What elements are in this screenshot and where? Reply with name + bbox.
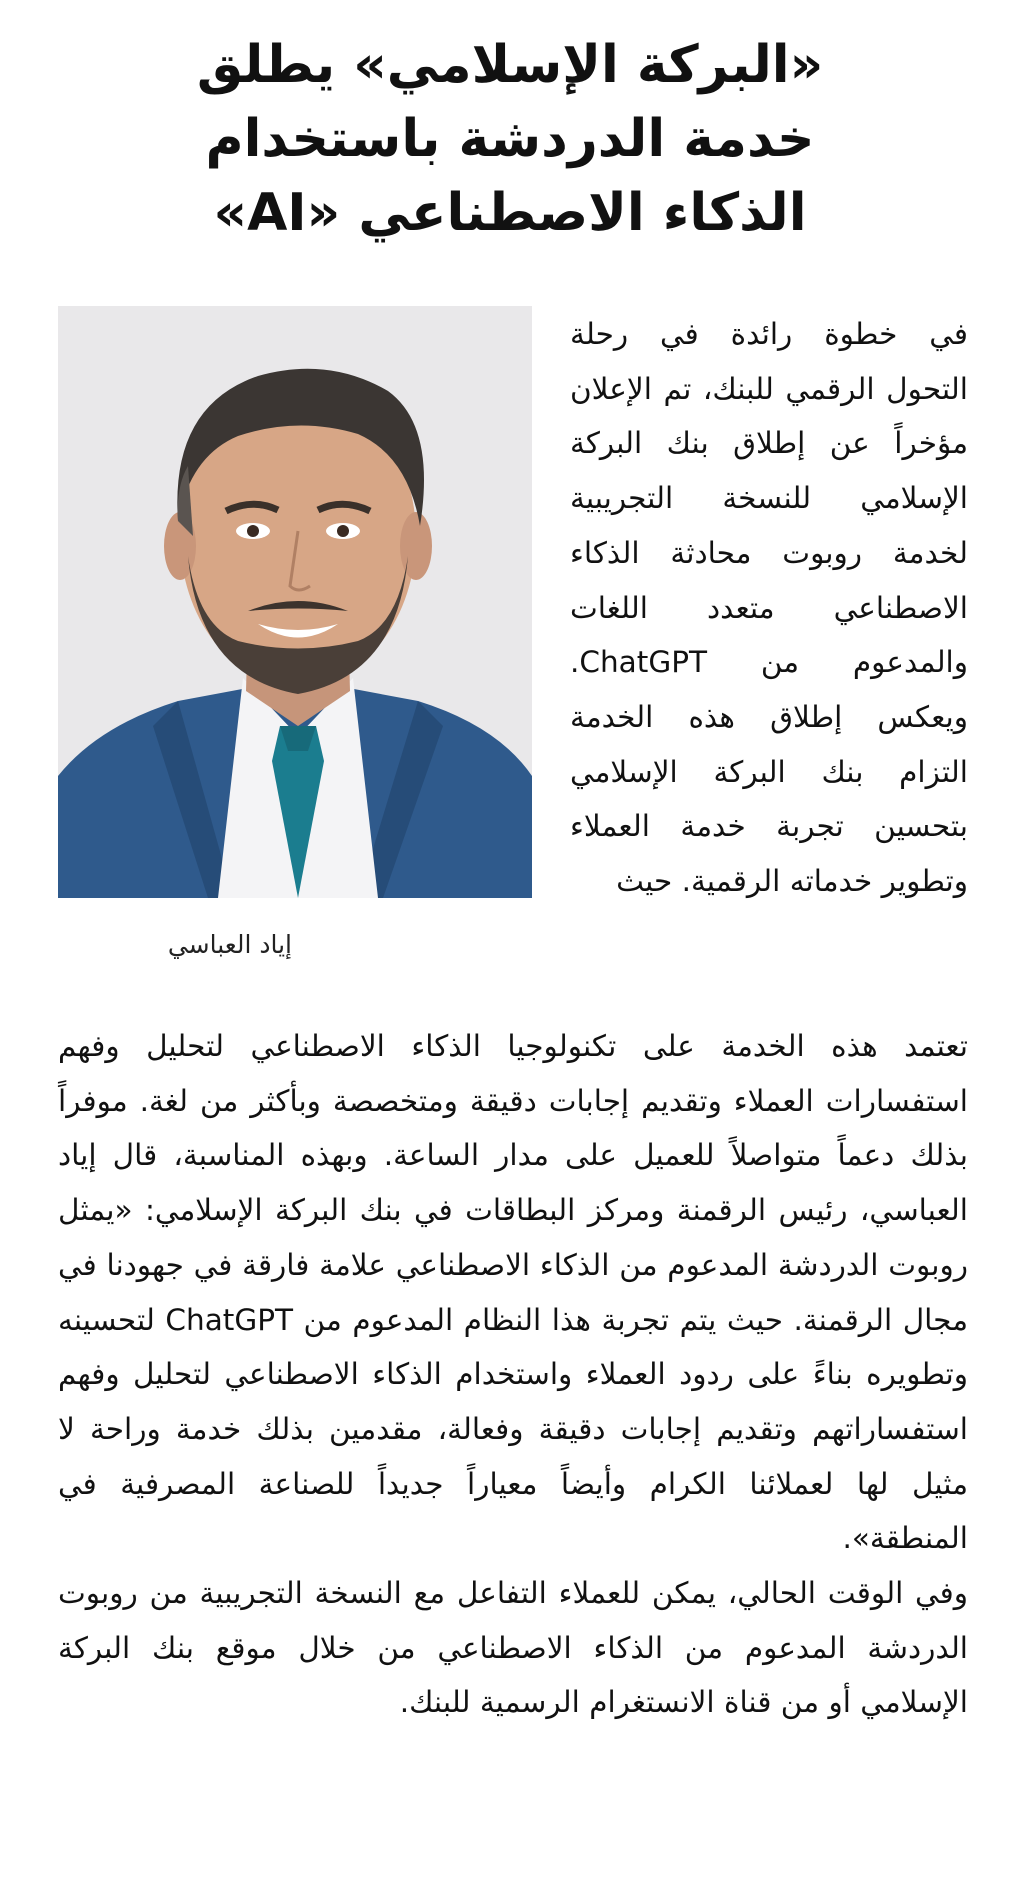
body-paragraph-column: في خطوة رائدة في رحلة التحول الرقمي للبنك، تم الإعلان مؤخراً عن إطلاق بنك البركة الإسلامي للنسخة التجريبية لخدمة روبوت محادثة الذكاء الاصطناعي متعدد اللغات والمدعوم من ChatGPT. ويعكس إطلاق هذه الخدمة التزام بنك البركة الإسلامي بتحسين تجربة خدمة العملاء وتطوير خدماته الرقمية. حيث xyxy=(570,317,968,899)
headline-line-1: «البركة الإسلامي» يطلق xyxy=(196,35,824,95)
article-body-column xyxy=(570,307,968,909)
portrait-photo xyxy=(58,306,532,898)
article-headline xyxy=(60,28,960,250)
headline-line-2: خدمة الدردشة باستخدام xyxy=(205,109,815,169)
article-body-full-width xyxy=(58,1019,968,1730)
headline-line-3: الذكاء الاصطناعي «AI» xyxy=(213,183,807,243)
body-paragraph-2: وفي الوقت الحالي، يمكن للعملاء التفاعل مع النسخة التجريبية من روبوت الدردشة المدعوم من الذكاء الاصطناعي من خلال موقع بنك البركة الإسلامي أو من قناة الانستغرام الرسمية للبنك. xyxy=(58,1576,968,1720)
portrait-illustration xyxy=(58,306,532,898)
body-paragraph-1: تعتمد هذه الخدمة على تكنولوجيا الذكاء الاصطناعي لتحليل وفهم استفسارات العملاء وتقديم إجابات دقيقة ومتخصصة وبأكثر من لغة. موفراً بذلك دعماً متواصلاً للعميل على مدار الساعة. وبهذه المناسبة، قال إياد العباسي، رئيس الرقمنة ومركز البطاقات في بنك البركة الإسلامي: «يمثل روبوت الدردشة المدعوم من الذكاء الاصطناعي علامة فارقة في جهودنا في مجال الرقمنة. حيث يتم تجربة هذا النظام المدعوم من ChatGPT لتحسينه وتطويره بناءً على ردود العملاء واستخدام الذكاء الاصطناعي لتحليل وفهم استفساراتهم وتقديم إجابات دقيقة وفعالة، مقدمين بذلك خدمة وراحة لا مثيل لها لعملائنا الكرام وأيضاً معياراً جديداً للصناعة المصرفية في المنطقة». xyxy=(58,1029,968,1556)
photo-caption: إياد العباسي xyxy=(167,930,292,959)
